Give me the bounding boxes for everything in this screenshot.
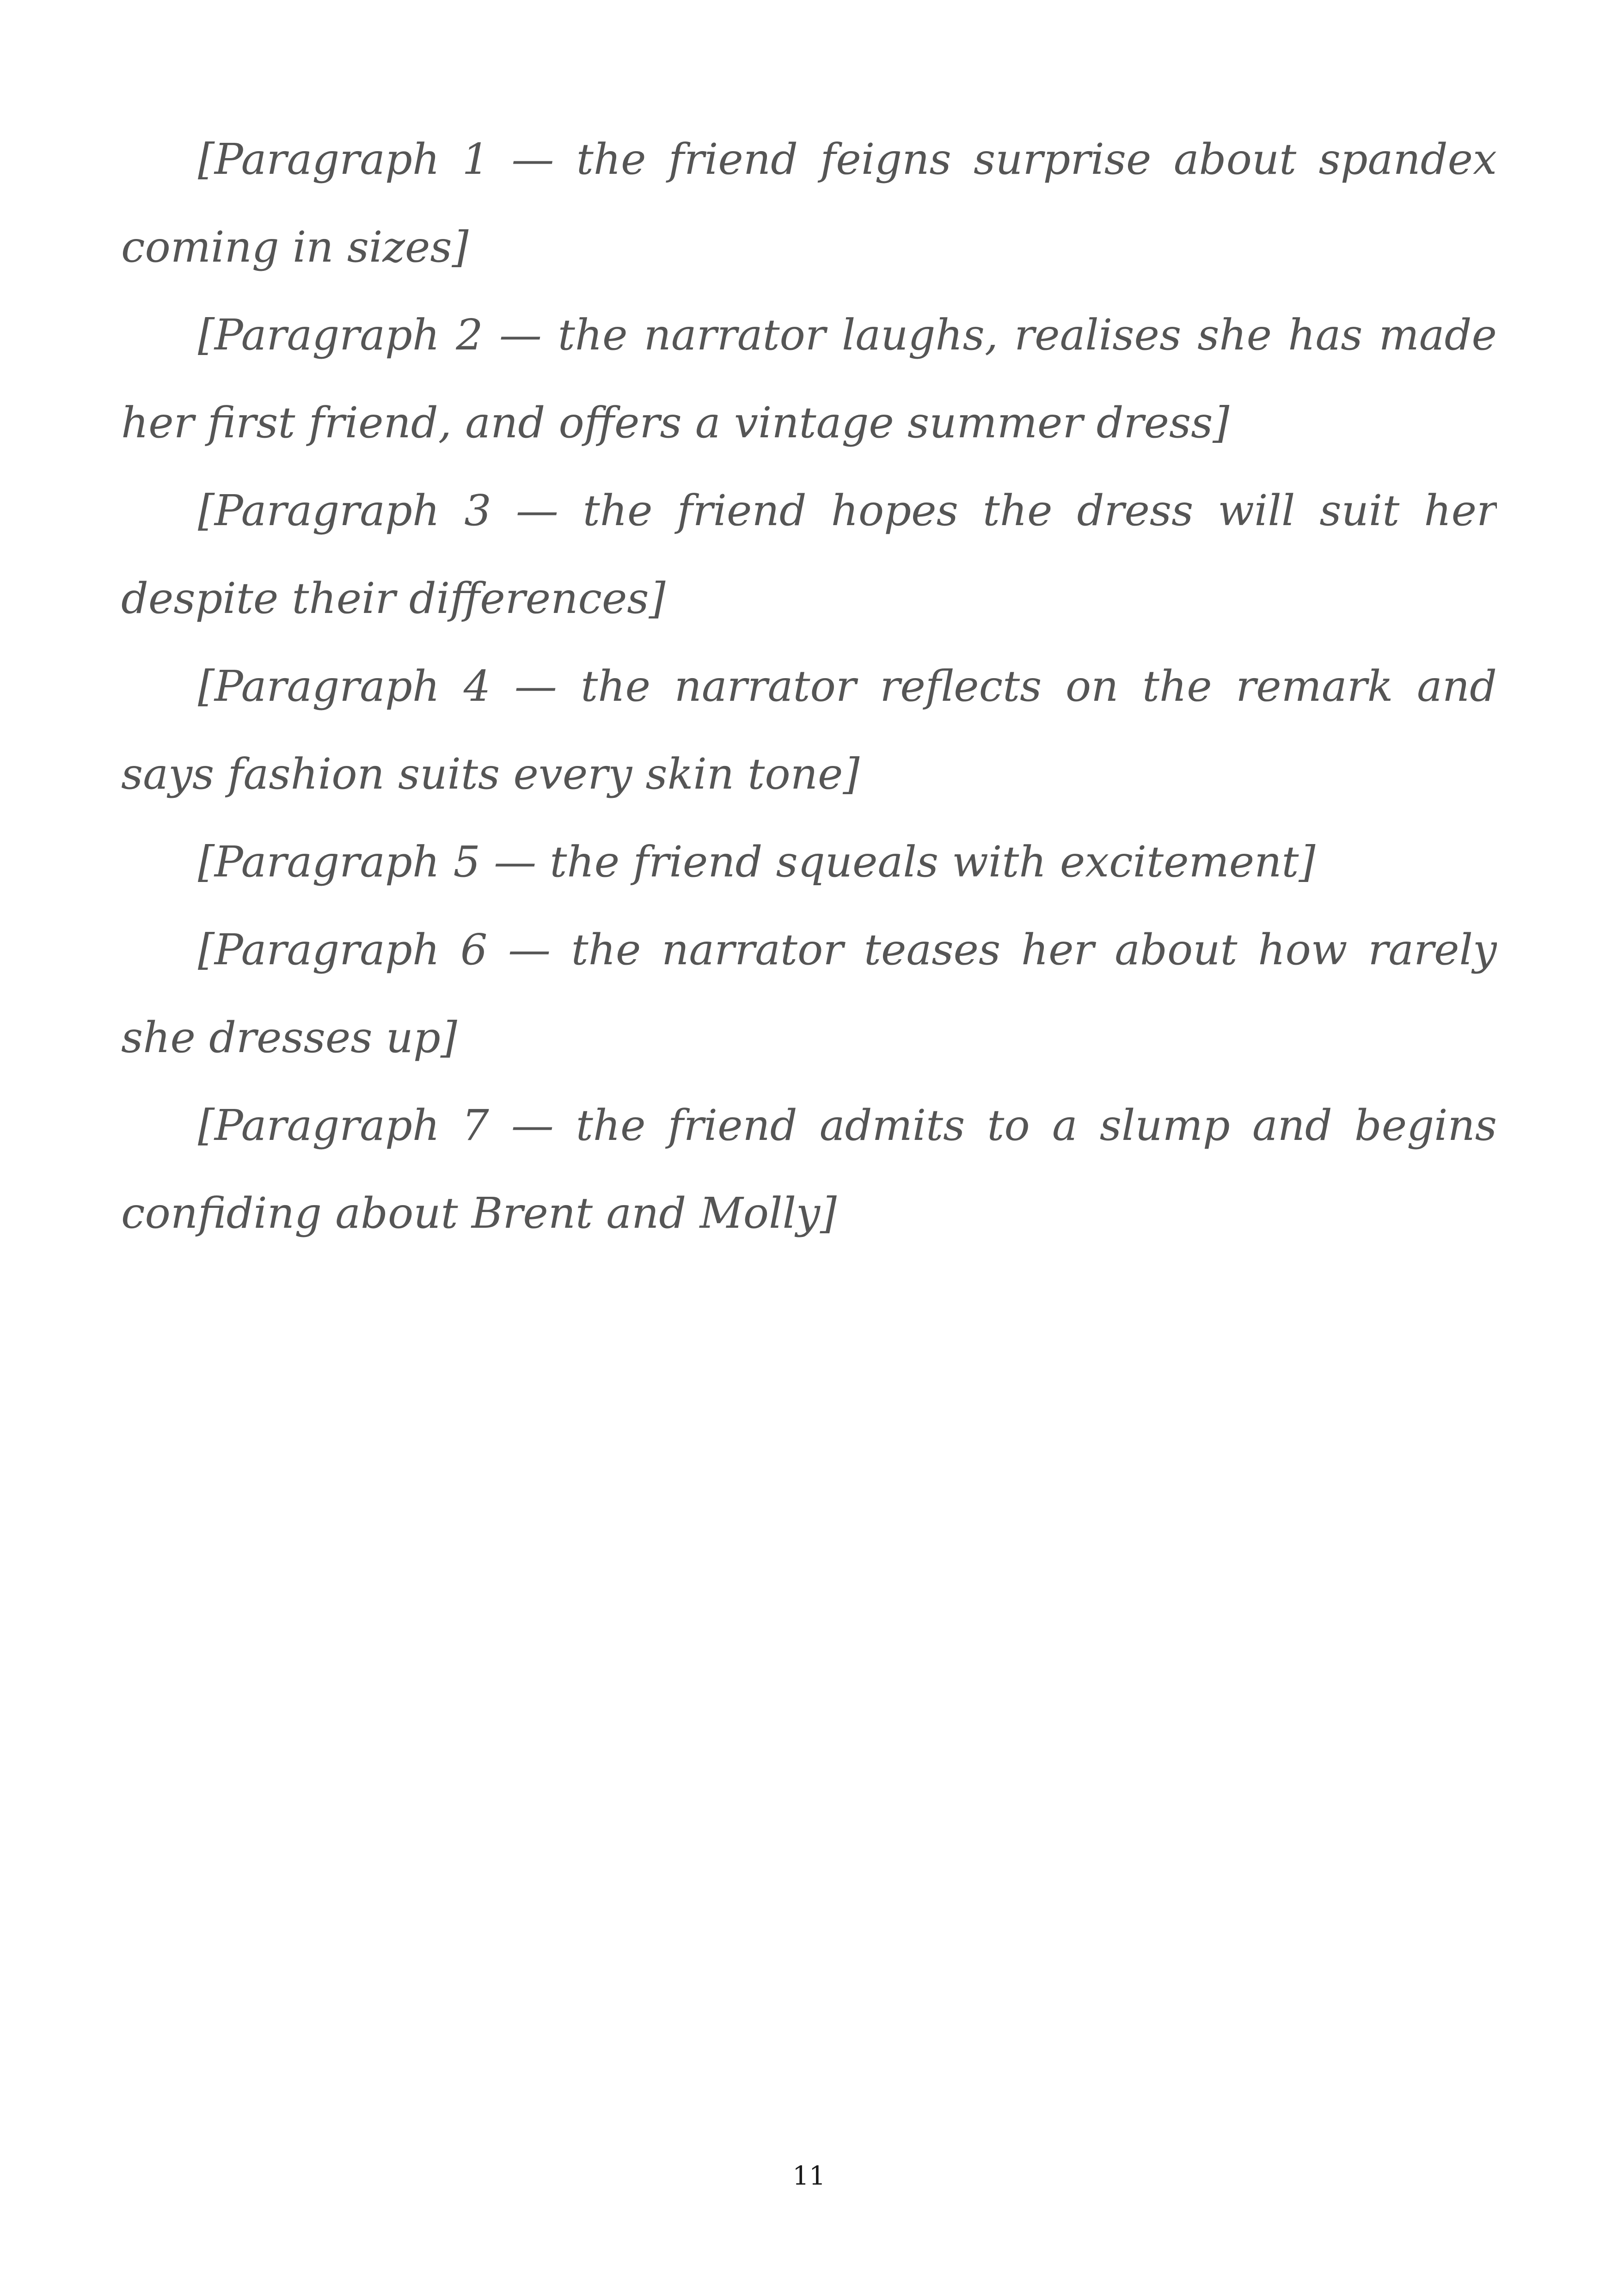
page-number: 11 bbox=[792, 2161, 826, 2191]
page-body bbox=[121, 116, 1497, 2140]
paragraph: [Paragraph 2 — the narrator laughs, realises she has made her first friend, and offers a vintage summer dress] bbox=[121, 310, 1497, 447]
paragraph: [Paragraph 6 — the narrator teases her about how rarely she dresses up] bbox=[121, 925, 1497, 1062]
paragraph: [Paragraph 3 — the friend hopes the dress will suit her despite their differences] bbox=[121, 486, 1497, 623]
paragraph: [Paragraph 5 — the friend squeals with excitement] bbox=[198, 837, 1316, 887]
paragraph: [Paragraph 4 — the narrator reflects on the remark and says fashion suits every skin tone] bbox=[121, 661, 1497, 799]
paragraph: [Paragraph 1 — the friend feigns surprise about spandex coming in sizes] bbox=[121, 135, 1497, 272]
paragraph: [Paragraph 7 — the friend admits to a slump and begins confiding about Brent and Molly] bbox=[121, 1101, 1497, 1238]
